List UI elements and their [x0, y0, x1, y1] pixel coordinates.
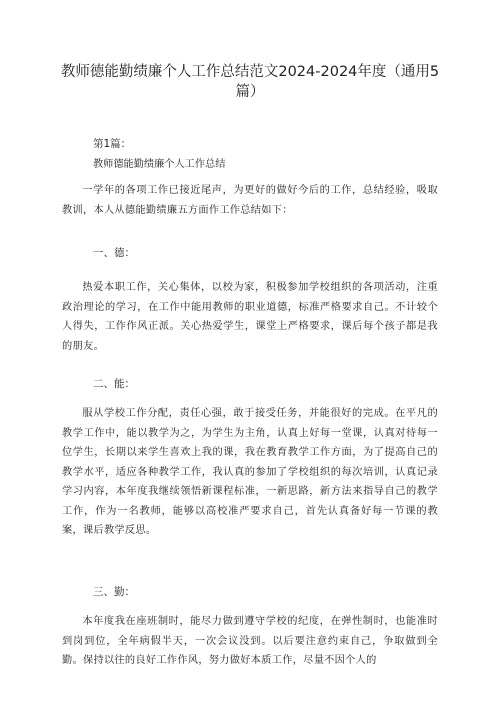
section-body-qin: 本年度我在座班制时，能尽力做到遵守学校的纪度，在弹性制时，也能准时到岗到位，全年病假半天，一次会议没到。以后要注意约束自己，争取做到全勤。保持以往的良好工作作风，努力做好本质工作，尽量不因个人的 [62, 616, 438, 666]
document-subtitle: 教师德能勤绩廉个人工作总结 [93, 159, 226, 170]
section-label: 第1篇： [93, 138, 132, 150]
section-heading-qin: 三、勤： [93, 586, 135, 598]
section-body-de: 热爱本职工作，关心集体，以校为家，积极参加学校组织的各项活动，注重政治理论的学习，在工作中能用教师的职业道德，标准严格要求自己。不计较个人得失，工作作风正派。关心热爱学生，课堂上严格要求，课后每个孩子都是我的朋友。 [62, 282, 438, 352]
section-heading-de: 一、德： [93, 247, 135, 259]
section-body-neng: 服从学校工作分配，责任心强，敢于接受任务，并能很好的完成。在平凡的教学工作中，能以教学为之，为学生为主角，认真上好每一堂课，认真对待每一位学生，长期以来学生喜欢上我的课，我在教育教学工作方面，为了提高自己的教学水平，适应各种教学工作，我认真的参加了学校组织的每次培训，认真记录学习内容，本年度我继续领悟新课程标准，一新思路，新方法来指导自己的教学工作，作为一名教师，能够以高校准严要求自己，首先认真备好每一节课的教案，课后教学反思。 [62, 408, 438, 536]
section-heading-neng: 二、能： [93, 378, 135, 390]
document-title: 教师德能勤绩廉个人工作总结范文2024-2024年度（通用5篇） [60, 64, 440, 100]
intro-paragraph: 一学年的各项工作已接近尾声，为更好的做好今后的工作，总结经验，吸取教训，本人从德能勤绩廉五方面作工作总结如下： [62, 185, 438, 216]
